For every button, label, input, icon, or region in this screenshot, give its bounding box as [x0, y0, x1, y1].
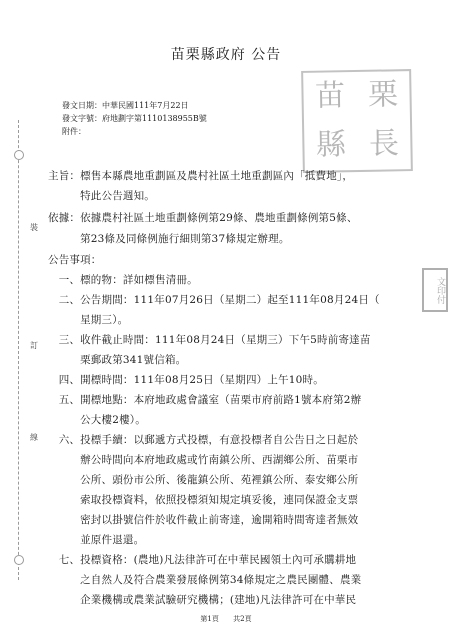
- body-line: 公告事項：: [48, 254, 102, 266]
- meta-label: 附件：: [62, 127, 86, 136]
- body-line: 公所、頭份市公所、後龍鎮公所、苑裡鎮公所、泰安鄉公所: [48, 474, 359, 486]
- body-line: 之自然人及符合農業發展條例第34條規定之農民團體、農業: [48, 574, 362, 586]
- official-seal: [301, 69, 413, 173]
- seal-char: 苗: [314, 78, 346, 114]
- meta-label: 發文字號：: [62, 114, 102, 123]
- page-footer: [0, 614, 452, 624]
- body-line: 四、開標時間：111年08月25日（星期四）上午10時。: [48, 374, 324, 386]
- body-line: 特此公告週知。: [48, 190, 155, 202]
- body-line: 五、開標地點：本府地政處會議室（苗栗市府前路1號本府第2辦: [48, 394, 362, 406]
- binding-margin-char: 裝: [30, 223, 38, 232]
- binding-hole: [14, 555, 24, 565]
- seal-char: 長: [368, 126, 400, 162]
- body-line: 公大樓2樓）。: [48, 414, 146, 426]
- body-line: 三、收件截止時間：111年08月24日（星期三）下午5時前寄達苗: [48, 334, 371, 346]
- binding-margin-char: 線: [30, 433, 38, 442]
- body-line: 星期三）。: [48, 314, 129, 326]
- binding-hole: [14, 150, 24, 160]
- meta-attachment: [62, 126, 102, 138]
- body-line: 七、投標資格：(農地)凡法律許可在中華民國領土內可承購耕地: [48, 554, 357, 566]
- body-line: 依據：依據農村社區土地重劃條例第29條、農地重劃條例第5條、: [48, 212, 358, 224]
- meta-label: 發文日期：: [62, 101, 102, 110]
- meta-doc-number: [62, 113, 207, 125]
- binding-margin-char: 訂: [30, 341, 38, 350]
- page-total: 共2頁: [233, 615, 252, 623]
- meta-date: [62, 100, 189, 112]
- body-line: 企業機構或農業試驗研究機構；(建地)凡法律許可在中華民: [48, 594, 357, 606]
- document-title: 苗栗縣政府 公告: [170, 47, 282, 63]
- body-line: 一、標的物：詳如標售清冊。: [48, 274, 198, 286]
- side-stamp: 文印付: [422, 268, 448, 312]
- body-line: 栗郵政第341號信箱。: [48, 354, 187, 366]
- seal-char: 縣: [315, 127, 347, 163]
- body-line: 第23條及同條例施行細則第37條規定辦理。: [48, 233, 290, 245]
- body-line: 密封以掛號信件於收件截止前寄達，逾開箱時間寄達者無效: [48, 514, 359, 526]
- meta-value: 府地劃字第1110138955B號: [102, 114, 207, 123]
- page-number: 第1頁: [200, 615, 219, 623]
- body-line: 並原件退還。: [48, 534, 145, 546]
- seal-char: 栗: [367, 77, 399, 113]
- body-line: 六、投標手續：以郵遞方式投標，有意投標者自公告日之日起於: [48, 434, 359, 446]
- meta-value: 中華民國111年7月22日: [102, 101, 189, 110]
- body-line: 二、公告期間：111年07月26日（星期二）起至111年08月24日（: [48, 294, 380, 306]
- body-line: 辦公時間向本府地政處或竹南鎮公所、西湖鄉公所、苗栗市: [48, 454, 359, 466]
- binding-margin-line: [18, 120, 19, 580]
- body-line: 主旨：標售本縣農地重劃區及農村社區土地重劃區內「抵費地」，: [48, 170, 354, 182]
- body-line: 索取投標資料，依照投標須知規定填妥後，連同保證金支票: [48, 494, 359, 506]
